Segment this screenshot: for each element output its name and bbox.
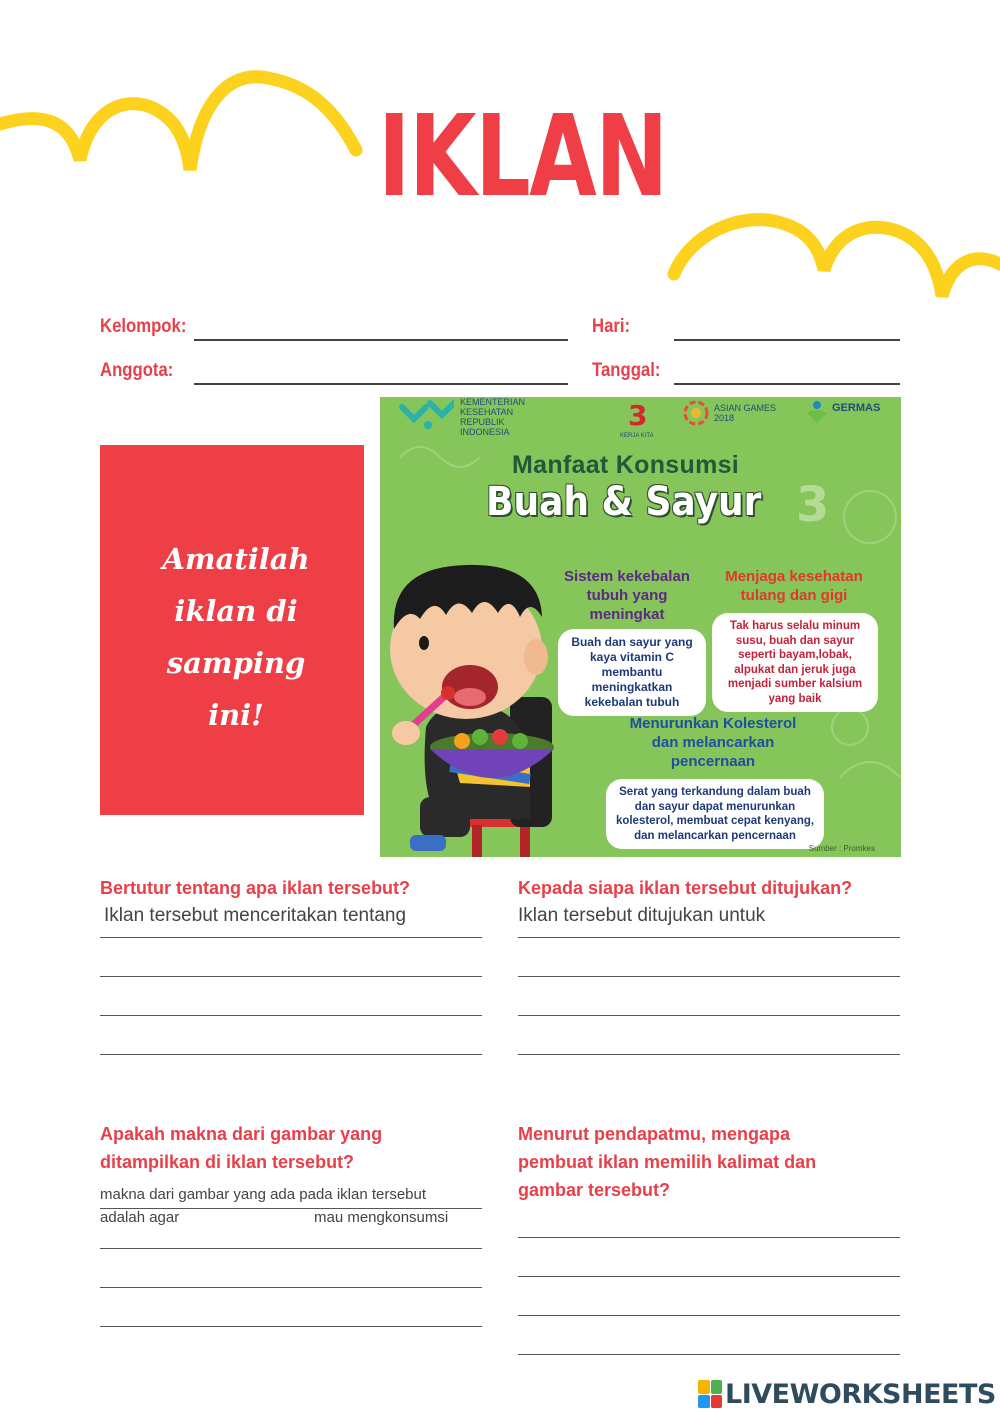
poster-main-title: Buah & Sayur [486,479,762,525]
tanggal-line[interactable] [674,383,900,385]
answer-3-part1: adalah agar [100,1209,180,1226]
advertisement-poster [380,397,901,857]
answer-1-line-3[interactable] [100,1015,482,1016]
answer-2-line-3[interactable] [518,1015,900,1016]
answer-3-part2: mau mengkonsumsi [314,1209,449,1226]
answer-4-line-2[interactable] [518,1276,900,1277]
answer-4-line-3[interactable] [518,1315,900,1316]
poster-point2-bubble: Tak harus selalu minum susu, buah dan sayur seperti bayam,lobak, alpukat dan jeruk juga menjadi sumber kalsium yang baik [712,613,878,712]
kelompok-label: Kelompok: [100,316,187,337]
poster-point2-title: Menjaga kesehatan tulang dan gigi [725,568,863,604]
poster-subtitle: Manfaat Konsumsi [512,451,740,479]
page-title: IKLAN [378,92,667,222]
question-1: Bertutur tentang apa iklan tersebut? [100,878,411,898]
child-eating-illustration [380,557,570,857]
answer-2-line-4[interactable] [518,1054,900,1055]
answer-3-line-3[interactable] [100,1287,482,1288]
kemenkes-logo-text: KEMENTERIAN KESEHATAN REPUBLIK INDONESIA [460,397,526,437]
yellow-swoosh-left [0,60,370,210]
answer-1-line-1[interactable] [100,937,482,938]
answer-1-prefix: Iklan tersebut menceritakan tentang [104,905,407,926]
poster-source: Sumber : Promkes [808,844,875,853]
hari-label: Hari: [592,316,631,337]
answer-3-line-4[interactable] [100,1326,482,1327]
answer-4-line-1[interactable] [518,1237,900,1238]
question-2: Kepada siapa iklan tersebut ditujukan? [518,878,853,898]
instruction-text: Amatilah iklan di samping ini! [162,542,310,732]
poster-number: 3 [796,477,830,533]
kemenkes-logo-icon [398,399,454,431]
anggota-line[interactable] [194,383,568,385]
anggota-label: Anggota: [100,360,174,381]
poster-point3-bubble: Serat yang terkandung dalam buah dan sayur dapat menurunkan kolesterol, membuat cepat kenyang, dan melancarkan pencernaan [606,779,824,849]
asian-games-logo-icon [682,399,710,427]
answer-2-line-2[interactable] [518,976,900,977]
question-4: Menurut pendapatmu, mengapa pembuat iklan memilih kalimat dan gambar tersebut? [518,1124,817,1200]
poster-point1-title: Sistem kekebalan tubuh yang meningkat [564,568,690,623]
germas-logo-icon [804,399,830,425]
answer-2-prefix: Iklan tersebut ditujukan untuk [518,905,766,926]
answer-4-line-4[interactable] [518,1354,900,1355]
poster-point1-bubble: Buah dan sayur yang kaya vitamin C membantu meningkatkan kekebalan tubuh [558,629,706,716]
answer-1-line-4[interactable] [100,1054,482,1055]
answer-3-line-2[interactable] [100,1248,482,1249]
asian-games-logo-text: ASIAN GAMES 2018 [714,403,777,423]
hari-line[interactable] [674,339,900,341]
kelompok-line[interactable] [194,339,568,341]
poster-point3-title: Menurunkan Kolesterol dan melancarkan pencernaan [629,715,797,770]
instruction-box [100,445,364,815]
tanggal-label: Tanggal: [592,360,661,381]
kerja-kita-logo-icon [624,399,652,431]
answer-2-line-1[interactable] [518,937,900,938]
svg-text:3: 3 [628,399,648,431]
answer-1-line-2[interactable] [100,976,482,977]
answer-3-line1-text: makna dari gambar yang ada pada iklan tersebut [100,1186,427,1203]
liveworksheets-brand: LIVEWORKSHEETS [725,1378,996,1410]
yellow-swoosh-right [660,200,1000,310]
kerja-kita-logo-text: KERJA KITA [620,433,654,439]
question-3: Apakah makna dari gambar yang ditampilkan di iklan tersebut? [100,1124,383,1172]
liveworksheets-mark-icon [698,1380,722,1408]
germas-logo-text: GERMAS [832,402,881,414]
liveworksheets-logo [698,1377,996,1411]
